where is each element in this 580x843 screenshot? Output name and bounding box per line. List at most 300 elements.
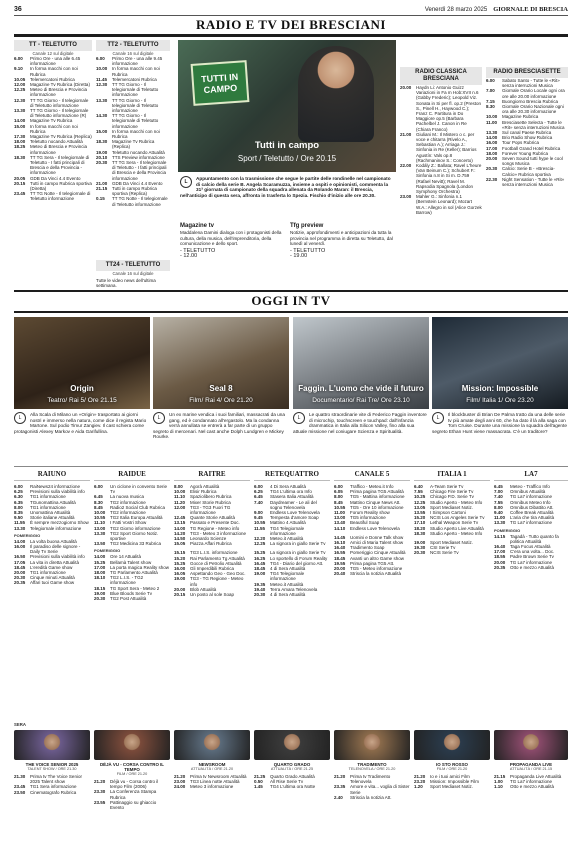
highlight-photo xyxy=(14,317,150,409)
listing-program: TT TG Giorno - Il telegiornale di Teletutto informazione xyxy=(30,97,89,108)
program-title: QUARTO GRADO xyxy=(273,762,311,767)
listing-program: Meteo di Brescia e Provincia informazione xyxy=(30,87,88,98)
listing-row xyxy=(414,550,490,555)
listing-time: 19.00 xyxy=(174,576,186,582)
listing-program: C'era una volta... Doc. xyxy=(510,549,555,555)
listing-time: 23.00 xyxy=(174,779,186,785)
listing-time: 21.30 xyxy=(14,774,26,779)
daypart-label: POMERIGGIO xyxy=(14,532,41,538)
program-title: NEWSROOM xyxy=(198,762,226,767)
listing xyxy=(14,774,90,795)
listing-time: 7.00 xyxy=(494,489,503,495)
hero-title: Tutti in campo xyxy=(254,140,320,151)
listing-program: TG La7 informazione xyxy=(510,779,553,785)
listing-program: TG1 informazione xyxy=(30,504,66,510)
listing-program: La volta buona Attualità xyxy=(30,538,77,544)
listing-program: Endless Love Telenovela xyxy=(270,510,320,516)
evening-label: SERA xyxy=(14,722,26,727)
listing-program: Ore 14 Attualità xyxy=(110,554,142,560)
listing-row xyxy=(14,526,90,531)
listing-program: TT TG Notte - Il telegiornale di Teletutto informazione xyxy=(30,191,91,202)
listing-program: I Fatti Vostri Show xyxy=(110,520,147,526)
listing-time: 8.30 xyxy=(486,104,495,110)
listing-row xyxy=(96,56,170,66)
listing xyxy=(254,484,330,546)
listing-row xyxy=(14,66,92,76)
listing-program: 4 di Sera Attualità xyxy=(270,592,306,598)
listing-time: 16.40 xyxy=(494,544,506,550)
primetime-column xyxy=(334,730,410,800)
listing-time: 10.00 xyxy=(174,489,186,495)
listing-program: Io e i tuoi amici Film xyxy=(430,774,470,779)
program-title: TRADIMENTO xyxy=(357,762,387,767)
listing-program: Lethal Weapon Serie Tv xyxy=(430,520,479,526)
listing-time: 15.00 xyxy=(14,123,26,129)
listing-row xyxy=(96,129,170,139)
listing-time: 18.30 xyxy=(14,154,26,160)
listing-time: 11.00 xyxy=(334,510,346,516)
highlight-subtitle: Documentario/ Rai Tre/ Ore 23.10 xyxy=(312,397,410,404)
listing-time: 16.00 xyxy=(174,566,186,572)
listing-time: 12.00 xyxy=(14,82,26,88)
listing-time: 15.05 xyxy=(174,541,186,547)
listing-time: 6.35 xyxy=(14,499,23,505)
listing-program: NCIS Los Angeles Serie Tv xyxy=(430,515,485,521)
listing-program: Buongiorno Brescia Rubrica xyxy=(502,98,559,104)
listing-row xyxy=(174,784,250,789)
listing-row xyxy=(334,571,410,576)
listing-program: Pomeriggio Cinque Attualità xyxy=(350,550,406,556)
box-channel: - TELETUTTO xyxy=(290,247,326,254)
hero-description xyxy=(180,176,394,198)
listing-time: 6.45 xyxy=(94,494,103,500)
listing-row xyxy=(96,82,170,98)
listing-program: Omnibus Attualità xyxy=(510,489,546,495)
listing-program: TG5 - Mattina informazione xyxy=(350,494,405,500)
listing-time: 13.30 xyxy=(96,97,108,103)
listing-row xyxy=(486,120,568,130)
listing-program: Studio Aperto - Meteo Info xyxy=(430,499,483,505)
listing-row xyxy=(494,784,568,789)
channel-subheader: Canale 12 sul digitale xyxy=(32,51,74,56)
listing-row xyxy=(14,181,92,191)
listing-program: TG4 Telegiornale informazione xyxy=(270,571,305,582)
listing-time: 20.30 xyxy=(486,166,498,172)
listing xyxy=(174,484,250,546)
box-title: Magazine tv xyxy=(180,223,215,229)
listing-time: 21.20 xyxy=(334,774,346,779)
listing-program: TG3 - Meteo 3 informazione xyxy=(190,530,247,536)
listing-program: Meteo.it Attualità xyxy=(270,581,304,587)
listing-program: Sport Mediaset Notiz. xyxy=(430,504,474,510)
listing-time: 13.30 xyxy=(94,530,106,536)
listing-row xyxy=(14,144,92,154)
listing-program: Haydn Li: Antonio Guizz Variazioni in Fa m Hob:XVII n.6 (Gabby Frederic); Leopold Viz. Sonata in Si per fl. op.2 (Preston S., Pinell H., Haywood C.); Franz C. Partitura in Do Maggiore op.5 (Barbara Pachelbel J. Canon in Re (Chiara Franco) xyxy=(416,85,482,132)
primetime-column xyxy=(254,730,330,790)
listing-time: 21.00 xyxy=(96,180,108,186)
channel-column xyxy=(14,470,90,586)
listing-row xyxy=(334,526,410,531)
listing-time: 2.40 xyxy=(334,794,343,800)
listing-time: 23.45 xyxy=(14,784,26,790)
listing-row xyxy=(494,534,568,544)
listing-row xyxy=(94,596,170,601)
listing-program: Daydreamer - Le ali del sogno Telenovela xyxy=(270,499,317,510)
listing-time: 20.10 xyxy=(96,154,108,160)
channel-name: LA7 xyxy=(494,470,568,481)
tt24-schedule xyxy=(96,260,170,288)
listing-program: Elisir Rubrica xyxy=(190,489,217,495)
daypart-label: POMERIGGIO xyxy=(94,548,121,554)
listing-row xyxy=(174,505,250,515)
listing-time: 15.20 xyxy=(174,555,186,561)
listing-program: Studio Aperto Live Attualità xyxy=(430,525,484,531)
listing-time: 23.50 xyxy=(14,789,26,795)
listing-row xyxy=(96,186,170,196)
listing-program: Beautiful Soap xyxy=(350,520,380,526)
listing-time: 8.00 xyxy=(14,504,23,510)
listing-program: Bellamà Talent show xyxy=(110,559,152,565)
listing-time: 1.00 xyxy=(494,779,503,785)
listing-program: Lo sportello di Forum Reality xyxy=(270,555,328,561)
listing-time: 16.45 xyxy=(254,560,266,566)
listing-time: 20.35 xyxy=(14,580,26,586)
listing-row xyxy=(254,541,330,546)
listing-program: Avanti un altro Game show xyxy=(350,555,404,561)
listing-program: Mahler G.: Sinfonia n.1 (Bernstein Leonard); Mozart W.A.: Allegro in sol (Alice Gorzek Barrow) xyxy=(416,194,482,215)
channel-name: CANALE 5 xyxy=(334,470,410,481)
listing-program: Pattinaggio su ghiaccio Evento xyxy=(110,799,157,811)
listing-time: 20.35 xyxy=(494,564,506,570)
listing-program: Prima pagina TG5 Attualità xyxy=(350,489,404,495)
listing-time: 15.20 xyxy=(414,515,426,521)
listing-row xyxy=(334,795,410,800)
listing-row xyxy=(96,139,170,149)
listing-program: Quante Storie Attualità xyxy=(190,515,236,521)
listing xyxy=(96,56,170,207)
listing-program: L'aria che tira Attualità xyxy=(510,515,555,521)
listing-row xyxy=(494,520,568,525)
listing xyxy=(94,554,170,601)
listing-time: 1.45 xyxy=(254,784,263,790)
listing-program: Un posto al sole Soap xyxy=(190,592,235,598)
listing-program: 4 di Sera Attualità xyxy=(270,566,306,572)
listing-time: 9.50 xyxy=(14,515,23,521)
listing-time: 8.45 xyxy=(334,499,343,505)
listing-time: 14.20 xyxy=(174,530,186,536)
listing-program: Meteo di Brescia e Provincia informazione xyxy=(30,144,88,155)
listing-time: 11.10 xyxy=(174,494,186,500)
listing-program: TG La7 informazione xyxy=(510,559,553,565)
listing-time: 16.50 xyxy=(14,554,26,560)
listing-row xyxy=(14,108,92,118)
listing-program: In forma macchi con noi Rubrica xyxy=(112,128,160,140)
listing-row xyxy=(174,576,250,586)
listing-time: 22.00 xyxy=(400,163,412,169)
listing xyxy=(414,484,490,536)
listing-program: Aspettando Geo - Geo Doc. xyxy=(190,571,246,577)
listing-program: Mattino Cinque News Att. xyxy=(350,499,401,505)
channel-name: RAIUNO xyxy=(14,470,90,481)
radio-classica-schedule xyxy=(400,67,482,215)
listing-row xyxy=(486,88,568,98)
listing-program: Stasera Italia Attualità xyxy=(270,494,314,500)
box-text: Maddalena Damini dialoga con i protagonisti della cultura, della musica, dell'imprenditoria, della comunicazione e dello sport. xyxy=(180,230,282,247)
listing-time: 20.00 xyxy=(486,156,498,162)
listing-program: Seven Sound tutti hype le cool songs Musica xyxy=(502,156,563,167)
listing-row xyxy=(96,196,170,206)
listing-row xyxy=(494,565,568,570)
listing-row xyxy=(94,800,170,810)
program-photo xyxy=(14,730,90,760)
listing-program: Bresciasette Selecta - Tutte le «Rit» senza interruzioni Musica xyxy=(502,119,565,130)
listing-row xyxy=(94,531,170,541)
listing-time: 6.05 xyxy=(334,489,343,495)
listing-time: 18.25 xyxy=(14,144,26,150)
highlight-photo xyxy=(432,317,568,409)
listing-row xyxy=(94,541,170,546)
box-time: - 12.00 xyxy=(180,253,198,260)
listing-program: Magazine Tv Rubrica (Diretta) xyxy=(30,82,90,88)
listing-program: Passato e Presente Doc. xyxy=(190,520,240,526)
listing-program: TG2 Italia Europa Attualità xyxy=(110,515,163,521)
listing-time: 20.40 xyxy=(334,571,346,577)
listing-program: Magazine Rubrica xyxy=(502,114,539,120)
listing-time: 11.10 xyxy=(94,520,106,526)
listing-program: Football Grand Hotel Rubrica xyxy=(502,145,561,151)
listing-program: Striscia la notizia Att. xyxy=(350,794,392,800)
listing-program: Omnibus Meteo Info xyxy=(510,499,551,505)
listing-time: 21.20 xyxy=(414,774,426,779)
listing-time: 14.45 xyxy=(334,534,346,540)
listing-program: Otto e mezzo Attualità xyxy=(510,784,555,790)
listing-program: TT TG Giorno - Il telegiornale di Teletutto informazione xyxy=(112,113,159,129)
listing-program: Spaziolibero Rubrica xyxy=(190,494,232,500)
listing-row xyxy=(254,784,330,789)
box-text: Notizie, approfondimenti e anticipazioni da tutta la provincia nel programma in diretta su Teletutto, dal lunedì al venerdì. xyxy=(290,230,393,247)
listing-time: 13.40 xyxy=(334,520,346,526)
listing-program: Omnibus Dibattito Att. xyxy=(510,504,554,510)
listing-time: 16.40 xyxy=(334,545,346,551)
listing-program: Quarto Grado Attualità xyxy=(270,774,315,779)
listing-program: I Simpson Cartoni xyxy=(430,510,466,516)
listing-row xyxy=(486,104,568,114)
listing-program: TG2 Post Attualità xyxy=(110,596,147,602)
channel-subheader: Canale 16 sul digitale xyxy=(112,51,154,56)
highlight-photo xyxy=(293,317,429,409)
listing-program: Tagadà - Tutto quanto fa politica Attualità xyxy=(510,533,559,544)
listing-time: 7.15 xyxy=(486,98,495,104)
listing-time: 10.25 xyxy=(414,494,426,500)
listing-row xyxy=(94,779,170,789)
listing-time: 20.00 xyxy=(494,559,506,565)
listing-program: TG1 informazione xyxy=(30,570,66,576)
listing xyxy=(14,484,90,531)
listing-row xyxy=(400,194,482,215)
listing-program: Propaganda Live Attualità xyxy=(510,774,562,779)
listing xyxy=(494,484,568,526)
listing-row xyxy=(96,160,170,181)
section-title-radio-tv: RADIO E TV DEI BRESCIANI xyxy=(196,17,386,32)
listing-time: 18.55 xyxy=(494,554,506,560)
listing-time: 9.00 xyxy=(254,510,263,516)
listing-program: La vita in diretta Attualità xyxy=(30,559,80,565)
section-divider xyxy=(14,466,568,467)
listing xyxy=(254,774,330,790)
listing-time: 13.30 xyxy=(14,525,26,531)
listing-program: TG3 - TG Regione - Meteo info xyxy=(190,576,244,587)
listing-program: TG4 L'ultima ora Info xyxy=(270,489,312,495)
listing-time: 24.00 xyxy=(174,784,186,790)
listing-row xyxy=(174,541,250,546)
listing-time: 15.25 xyxy=(254,550,266,556)
listing-program: Sabato Santo - Tutte le «Rit» senza interruzioni Musica xyxy=(502,78,560,89)
listing-program: Magazine Tv Rubrica (Replica) xyxy=(30,134,92,140)
listing xyxy=(414,774,490,790)
listing-program: Telemercatoni Rubrica xyxy=(112,76,157,82)
listing-time: 1.20 xyxy=(414,784,423,790)
teletutto-schedule xyxy=(14,40,92,202)
listing-time: 11.45 xyxy=(96,76,108,82)
listing-program: NCIS Serie Tv xyxy=(430,550,459,556)
listing-program: La signora in giallo Serie Tv xyxy=(270,541,326,547)
listing xyxy=(486,78,568,187)
channel-name: RAIDUE xyxy=(94,470,170,481)
primetime-column xyxy=(414,730,490,790)
listing-time: 19.40 xyxy=(254,586,266,592)
listing-time: 13.15 xyxy=(174,520,186,526)
newspaper-name: GIORNALE DI BRESCIA xyxy=(493,6,568,13)
primetime-column xyxy=(14,730,90,795)
listing xyxy=(334,484,410,531)
channel-header: TT2 - TELETUTTO xyxy=(96,40,170,51)
highlight-text: Le quattro straordinarie vite di Federico Faggin inventore di microchip, touchscreen e touchpad: dall'infanzia drammatica in Italia alla Silicon Valley, fino alla sua attuale missione nel coniugare Scienza e Spiritualità. xyxy=(293,412,427,434)
listing-time: 14.00 xyxy=(14,538,26,544)
listing-time: 6.00 xyxy=(14,56,23,61)
listing-time: 7.00 xyxy=(486,88,495,94)
listing-time: 6.25 xyxy=(254,489,263,495)
listing-program: TT TG Sera - Il telegiornale di Teletutto - I fatti principali di Brescia e della Provincia - informazione xyxy=(30,154,90,176)
listing-program: TG5 - Ore 10 informazione xyxy=(350,504,404,510)
listing-time: 10.00 xyxy=(94,510,106,516)
listing-row xyxy=(14,98,92,108)
listing-row xyxy=(14,774,90,784)
listing-program: TG1 informazione xyxy=(30,494,66,500)
listing-program: TT TG Sera - Il telegiornale di Teletutto - I fatti principali di Brescia e della Provincia informazione xyxy=(112,160,167,181)
listing-program: Sul canal Paese Rubrica xyxy=(502,130,552,136)
listing-time: 16.05 xyxy=(174,571,186,577)
listing xyxy=(174,550,250,597)
listing xyxy=(14,56,92,202)
program-photo xyxy=(174,730,250,760)
listing-time: 12.20 xyxy=(254,536,266,542)
program-subtitle: TELENOVELA / ORE 21.20 xyxy=(348,767,396,771)
radio-bresciasette-schedule xyxy=(486,67,568,187)
listing-time: 14.00 xyxy=(14,118,26,124)
program-subtitle: ATTUALITÀ / ORE 21.20 xyxy=(190,767,234,771)
listing-program: TG Regione - Meteo info xyxy=(190,525,240,531)
listing-program: La porta magica Reality show xyxy=(110,564,170,570)
listing-program: TG La7 informazione xyxy=(510,494,553,500)
listing-program: TG2 L.I.S. - TG2 informazione xyxy=(110,575,144,586)
highlight-title: Mission: Impossible xyxy=(461,384,539,393)
listing-program: Sport Mediaset Notiz. xyxy=(430,784,474,790)
listing-time: 20.15 xyxy=(174,592,186,598)
listing-program: 4 Di Sera Attualità xyxy=(270,484,307,489)
listing-program: In forma macchi con noi Rubrica xyxy=(112,66,160,77)
listing-row xyxy=(254,500,330,510)
listing-time: 6.45 xyxy=(494,484,503,489)
listing xyxy=(14,539,90,586)
listing-row xyxy=(14,544,90,554)
channel-note: Tutte le video news dell'ultima settimana. xyxy=(96,278,156,289)
listing-program: Calcio: Serie B - «Brescia-Calcio» Rubrica sportiva xyxy=(502,166,555,177)
listing-time: 19.00 xyxy=(414,540,426,546)
listing-program: Chicago Fire Serie Tv xyxy=(430,489,474,495)
listing-time: 16.00 xyxy=(486,140,498,146)
listing-time: 23.45 xyxy=(14,191,26,197)
listing-time: 21.00 xyxy=(400,131,412,137)
highlight-subtitle: Teatro/ Rai 5/ Ore 21.15 xyxy=(47,397,117,404)
listing-program: Mixer Storie Rubrica xyxy=(190,499,231,505)
listing-program: Coffee Break Attualità xyxy=(510,510,554,516)
listing-time: 12.45 xyxy=(174,515,186,521)
listing-time: 8.35 xyxy=(14,510,23,516)
listing-time: 16.10 xyxy=(334,540,346,546)
channel-column xyxy=(254,470,330,597)
listing-row xyxy=(14,155,92,176)
listing-row xyxy=(96,66,170,76)
listing-row xyxy=(486,177,568,187)
section-divider xyxy=(14,311,568,313)
listing-program: La signora in giallo Serie Tv xyxy=(270,550,326,556)
listing-row xyxy=(14,124,92,134)
listing-time: 17.30 xyxy=(14,134,26,140)
listing-program: Unomattina Attualità xyxy=(30,510,71,516)
listing-time: 6.00 xyxy=(486,78,495,83)
listing-program: Otto e mezzo Attualità xyxy=(510,564,555,570)
highlight-subtitle: Film/ Italia 1/ Ore 23.20 xyxy=(466,397,534,404)
decorative-circle-icon: L xyxy=(432,412,444,424)
listing-time: 23.20 xyxy=(414,779,426,785)
listing-program: Previsioni sulla viabilità info xyxy=(30,554,85,560)
channel-subheader: Canale 16 sul digitale xyxy=(112,271,154,276)
listing-program: Studio Aperto - Meteo Info xyxy=(430,530,483,536)
listing-program: TT TG Giorno - Il telegiornale di Teletutto informazione xyxy=(112,82,159,98)
listing-row xyxy=(96,113,170,129)
listing-row xyxy=(400,132,482,163)
listing-row xyxy=(414,784,490,789)
listing-program: Magazine Tv Rubrica xyxy=(30,118,73,124)
listing-program: A-Team Serie Tv xyxy=(430,484,464,489)
listing-time: 21.20 xyxy=(94,779,106,784)
listing-time: 22.30 xyxy=(486,176,498,182)
program-photo xyxy=(254,730,330,760)
listing-program: Mission: Impossible Film xyxy=(430,779,480,785)
program-photo xyxy=(494,730,568,760)
listing-program: TG4 L'ultima ora Notte xyxy=(270,784,316,790)
listing-program: TG5 - Meteo informazione xyxy=(350,566,403,572)
decorative-circle-icon: L xyxy=(14,412,26,424)
listing-program: TG Parlamento Attualità xyxy=(110,570,158,576)
listing-program: Prima tv Tradimento Telenovela xyxy=(350,774,391,785)
listing-time: 19.35 xyxy=(254,581,266,587)
listing-time: 14.00 xyxy=(94,554,106,560)
listing-program: Tutti in campo Rubrica sportiva (Replica) xyxy=(112,186,157,197)
listing-program: Tradimento Soap xyxy=(350,545,385,551)
listing-time: 8.00 xyxy=(334,494,343,500)
section-divider xyxy=(14,34,568,37)
